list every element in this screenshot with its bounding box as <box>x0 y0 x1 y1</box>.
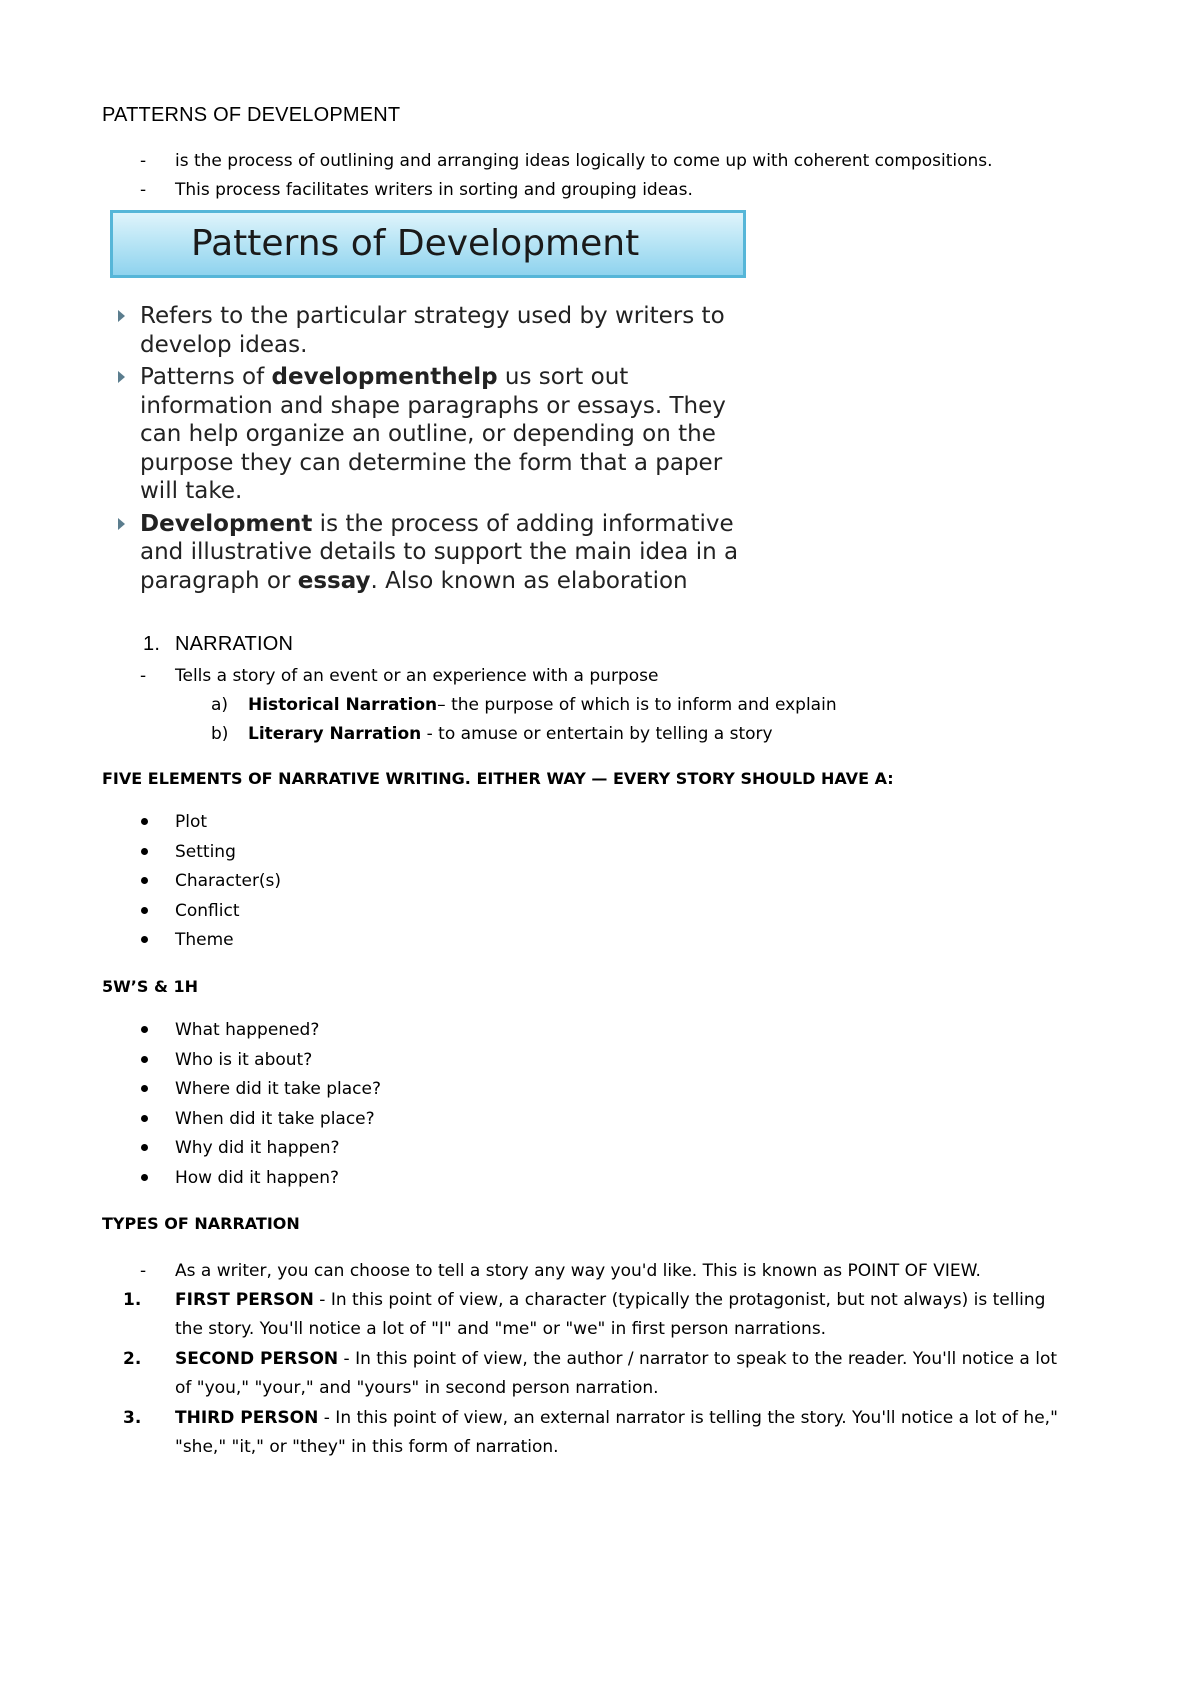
bullet-icon <box>141 1056 148 1063</box>
slide-bullet: Refers to the particular strategy used by writers to develop ideas. <box>114 302 754 359</box>
bullet-icon <box>141 877 148 884</box>
narration-description: Tells a story of an event or an experience with a purpose <box>175 666 659 686</box>
element-item: Character(s) <box>175 871 282 891</box>
literary-narration: Literary Narration - to amuse or entertain by telling a story <box>248 724 773 744</box>
bullet-icon <box>141 1115 148 1122</box>
intro-point-2: This process facilitates writers in sorting and grouping ideas. <box>175 180 693 200</box>
slide-bullet-list <box>114 302 754 599</box>
bullet-icon <box>141 818 148 825</box>
triangle-bullet-icon <box>118 518 125 530</box>
wh-question: How did it happen? <box>175 1168 340 1188</box>
element-item: Conflict <box>175 901 240 921</box>
dash-marker: - <box>140 666 147 686</box>
wh-heading: 5W’S & 1H <box>102 977 198 996</box>
bullet-icon <box>141 1026 148 1033</box>
element-item: Plot <box>175 812 208 832</box>
narration-a-marker: a) <box>211 695 229 715</box>
type-first-person: FIRST PERSON - In this point of view, a character (typically the protagonist, but not always) is telling <box>175 1290 1046 1310</box>
elements-heading: FIVE ELEMENTS OF NARRATIVE WRITING. EITHER WAY — EVERY STORY SHOULD HAVE A: <box>102 769 894 788</box>
type-number: 3. <box>123 1408 142 1428</box>
dash-marker: - <box>140 180 147 200</box>
bullet-icon <box>141 936 148 943</box>
wh-question: Where did it take place? <box>175 1079 381 1099</box>
triangle-bullet-icon <box>118 310 125 322</box>
dash-marker: - <box>140 151 147 171</box>
element-item: Theme <box>175 930 234 950</box>
wh-question: Why did it happen? <box>175 1138 340 1158</box>
bullet-icon <box>141 1174 148 1181</box>
wh-question: When did it take place? <box>175 1109 375 1129</box>
bullet-icon <box>141 907 148 914</box>
types-intro: As a writer, you can choose to tell a story any way you'd like. This is known as POINT OF VIEW. <box>175 1261 981 1281</box>
type-second-person-cont: of "you," "your," and "yours" in second person narration. <box>175 1378 659 1398</box>
bullet-icon <box>141 848 148 855</box>
type-third-person: THIRD PERSON - In this point of view, an external narrator is telling the story. You'll notice a lot of he," <box>175 1408 1058 1428</box>
slide-bullet: Development is the process of adding informative and illustrative details to support the main idea in a paragraph or essay. Also known as elaboration <box>114 510 754 596</box>
triangle-bullet-icon <box>118 371 125 383</box>
slide-title: Patterns of Development <box>191 223 640 264</box>
wh-question: What happened? <box>175 1020 320 1040</box>
type-number: 2. <box>123 1349 142 1369</box>
bullet-icon <box>141 1144 148 1151</box>
narration-heading: NARRATION <box>175 633 294 655</box>
slide-title-banner <box>110 210 746 278</box>
dash-marker: - <box>140 1261 147 1281</box>
element-item: Setting <box>175 842 236 862</box>
narration-number: 1. <box>143 633 161 655</box>
types-heading: TYPES OF NARRATION <box>102 1214 300 1233</box>
document-title: PATTERNS OF DEVELOPMENT <box>102 104 401 126</box>
type-second-person: SECOND PERSON - In this point of view, the author / narrator to speak to the reader. You'll notice a lot <box>175 1349 1058 1369</box>
intro-point-1: is the process of outlining and arranging ideas logically to come up with coherent compositions. <box>175 151 993 171</box>
type-third-person-cont: "she," "it," or "they" in this form of narration. <box>175 1437 559 1457</box>
narration-b-marker: b) <box>211 724 229 744</box>
wh-question: Who is it about? <box>175 1050 313 1070</box>
bullet-icon <box>141 1085 148 1092</box>
type-number: 1. <box>123 1290 142 1310</box>
type-first-person-cont: the story. You'll notice a lot of "I" and "me" or "we" in first person narrations. <box>175 1319 827 1339</box>
slide-bullet: Patterns of developmenthelp us sort out information and shape paragraphs or essays. They can help organize an outline, or depending on the purpose they can determine the form that a paper will take. <box>114 363 754 506</box>
historical-narration: Historical Narration– the purpose of which is to inform and explain <box>248 695 837 715</box>
